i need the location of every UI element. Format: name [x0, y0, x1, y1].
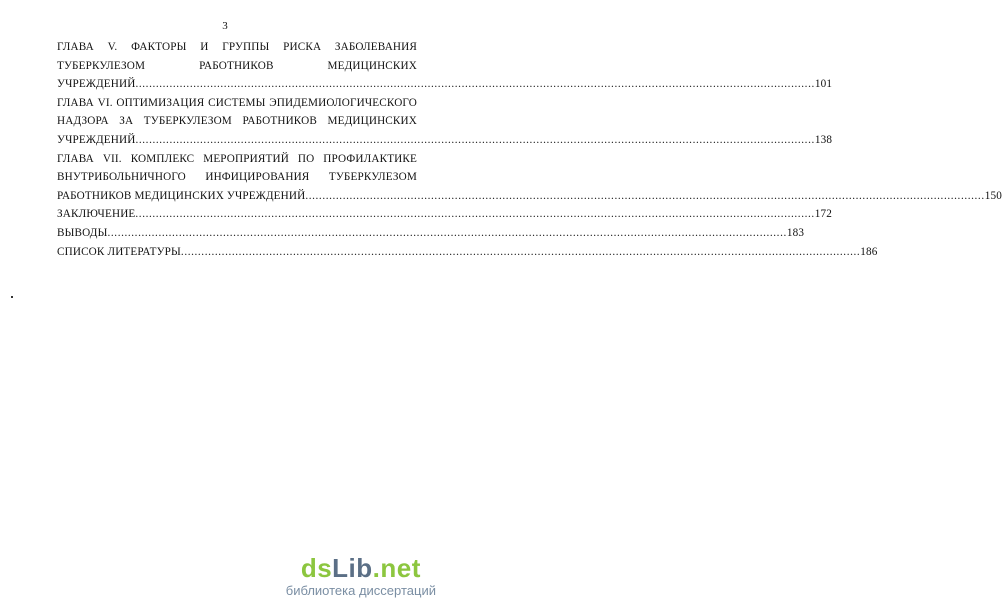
dslib-logo [286, 555, 436, 581]
toc-references-page: 186 [860, 245, 878, 258]
toc-chapter-5-line-1: ГЛАВА V. ФАКТОРЫ И ГРУППЫ РИСКА ЗАБОЛЕВАНИЯ [57, 41, 417, 53]
logo-part-net: .net [372, 553, 421, 583]
dot-leader: ........................................................................................................................................................................................................ [107, 226, 787, 239]
toc-conclusion-text: ЗАКЛЮЧЕНИЕ [57, 208, 136, 221]
table-of-contents [57, 38, 1002, 261]
toc-conclusion-entry [57, 205, 833, 224]
toc-chapter-7-line-2: ВНУТРИБОЛЬНИЧНОГО ИНФИЦИРОВАНИЯ ТУБЕРКУЛЕЗОМ [57, 171, 417, 184]
watermark-subtitle: библиотека диссертаций [285, 583, 436, 598]
scan-speck [11, 296, 13, 298]
toc-chapter-6-line-3: УЧРЕЖДЕНИЙ [57, 133, 136, 146]
dslib-watermark [286, 555, 436, 598]
toc-chapter-6-line-2: НАДЗОРА ЗА ТУБЕРКУЛЕЗОМ РАБОТНИКОВ МЕДИЦИНСКИХ [57, 115, 417, 128]
logo-part-lib: Lib [332, 553, 373, 583]
toc-findings-entry [57, 224, 805, 243]
page-number: 3 [222, 20, 228, 32]
logo-part-ds: ds [300, 553, 333, 583]
dot-leader: ........................................................................................................................................................................................................ [305, 189, 985, 202]
dot-leader: ........................................................................................................................................................................................................ [180, 245, 861, 258]
toc-chapter-7-entry [57, 187, 1002, 206]
toc-chapter-5-entry [57, 75, 833, 94]
toc-chapter-7-line-3: РАБОТНИКОВ МЕДИЦИНСКИХ УЧРЕЖДЕНИЙ [57, 189, 306, 202]
toc-references-text: СПИСОК ЛИТЕРАТУРЫ [57, 245, 181, 258]
toc-chapter-5-page: 101 [814, 78, 833, 91]
dot-leader: ........................................................................................................................................................................................................ [135, 208, 815, 221]
toc-chapter-6-line-1: ГЛАВА VI. ОПТИМИЗАЦИЯ СИСТЕМЫ ЭПИДЕМИОЛОГИЧЕСКОГО [57, 96, 417, 109]
toc-findings-text: ВЫВОДЫ [57, 226, 108, 239]
toc-findings-page: 183 [786, 226, 805, 239]
toc-chapter-5-line-2: ТУБЕРКУЛЕЗОМ РАБОТНИКОВ МЕДИЦИНСКИХ [57, 59, 417, 72]
toc-chapter-6-page: 138 [814, 133, 833, 146]
toc-chapter-7-page: 150 [984, 189, 1002, 202]
toc-references-entry [57, 243, 878, 262]
toc-chapter-5-line-3: УЧРЕЖДЕНИЙ [57, 78, 136, 91]
toc-conclusion-page: 172 [814, 208, 833, 221]
dot-leader: ........................................................................................................................................................................................................ [135, 78, 815, 91]
dot-leader: ........................................................................................................................................................................................................ [135, 133, 815, 146]
toc-chapter-6-entry [57, 131, 833, 150]
toc-chapter-7-line-1: ГЛАВА VII. КОМПЛЕКС МЕРОПРИЯТИЙ ПО ПРОФИЛАКТИКЕ [57, 152, 417, 165]
